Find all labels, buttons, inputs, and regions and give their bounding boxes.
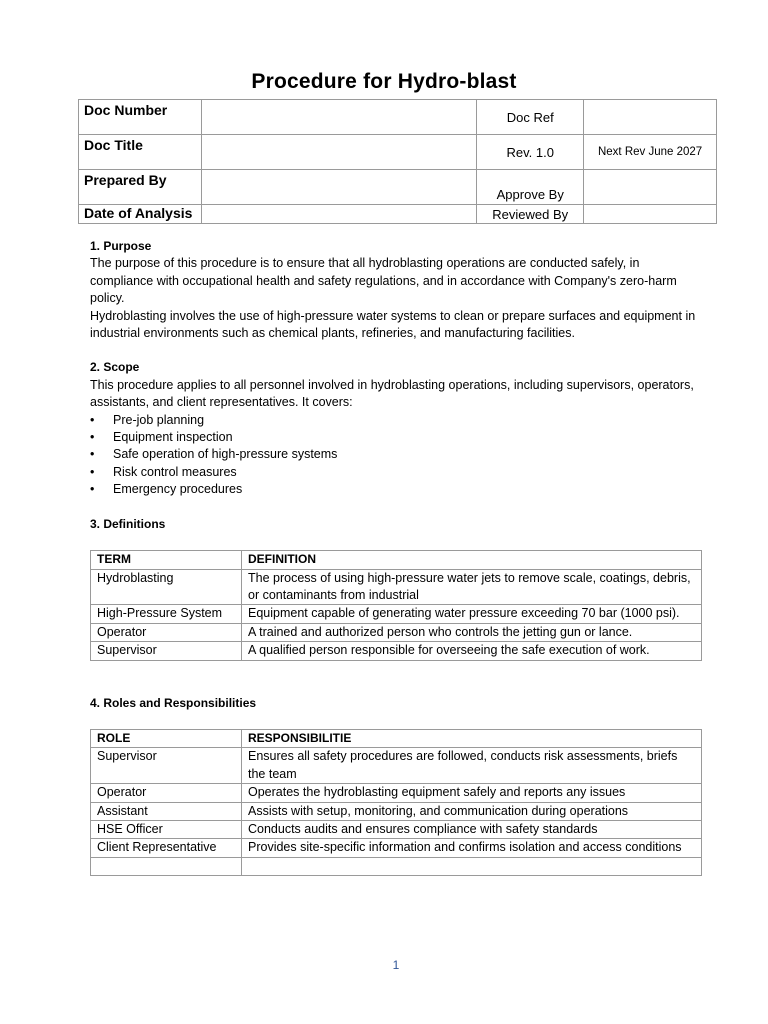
- table-header-row: [91, 729, 702, 747]
- term-cell: Operator: [91, 623, 242, 641]
- definition-cell: Equipment capable of generating water pressure exceeding 70 bar (1000 psi).: [242, 605, 702, 623]
- doc-ref-value[interactable]: [584, 100, 717, 135]
- table-row: [91, 569, 702, 605]
- term-cell: Supervisor: [91, 642, 242, 660]
- responsibility-cell: Conducts audits and ensures compliance with safety standards: [242, 820, 702, 838]
- scope-list: [90, 412, 700, 499]
- role-cell: HSE Officer: [91, 820, 242, 838]
- definitions-heading: 3. Definitions: [90, 516, 166, 531]
- role-cell: Supervisor: [91, 748, 242, 784]
- list-item: • Emergency procedures: [90, 481, 700, 498]
- bullet: •: [90, 447, 95, 462]
- purpose-paragraph: The purpose of this procedure is to ensure that all hydroblasting operations are conducted safely, in compliance with occupational health and safety regulations, and in accordance with Company's zero-harm policy.: [90, 256, 677, 306]
- definition-cell: A trained and authorized person who controls the jetting gun or lance.: [242, 623, 702, 641]
- approve-by-label: Approve By: [477, 170, 584, 205]
- role-cell: [91, 857, 242, 875]
- purpose-paragraph: Hydroblasting involves the use of high-pressure water systems to clean or prepare surfaces and equipment in industrial environments such as chemical plants, refineries, and manufacturing facilities.: [90, 308, 696, 341]
- table-header-row: [91, 551, 702, 569]
- scope-heading: 2. Scope: [90, 360, 140, 375]
- reviewed-by-value[interactable]: [584, 205, 717, 224]
- list-item: • Pre-job planning: [90, 412, 700, 429]
- page-number: 1: [392, 958, 400, 972]
- table-row: [91, 820, 702, 838]
- role-cell: Client Representative: [91, 839, 242, 857]
- bullet: •: [90, 482, 95, 497]
- table-row: [91, 839, 702, 857]
- doc-title-value[interactable]: [201, 135, 476, 170]
- doc-number-label: Doc Number: [79, 100, 202, 135]
- term-cell: High-Pressure System: [91, 605, 242, 623]
- list-item: • Equipment inspection: [90, 429, 700, 446]
- responsibility-cell: Operates the hydroblasting equipment safely and reports any issues: [242, 784, 702, 802]
- roles-heading: 4. Roles and Responsibilities: [90, 695, 257, 710]
- term-cell: Hydroblasting: [91, 569, 242, 605]
- table-row: [91, 802, 702, 820]
- role-cell: Assistant: [91, 802, 242, 820]
- document-title: Procedure for Hydro-blast: [251, 70, 517, 93]
- definition-column-header: DEFINITION: [242, 551, 702, 569]
- role-cell: Operator: [91, 784, 242, 802]
- definition-cell: A qualified person responsible for overseeing the safe execution of work.: [242, 642, 702, 660]
- term-column-header: TERM: [91, 551, 242, 569]
- header-row: [79, 135, 717, 170]
- scope-intro: This procedure applies to all personnel involved in hydroblasting operations, including supervisors, operators, assistants, and client representatives. It covers:: [90, 377, 694, 410]
- responsibility-cell: Assists with setup, monitoring, and communication during operations: [242, 802, 702, 820]
- roles-table: [90, 729, 702, 876]
- responsibility-column-header: RESPONSIBILITIE: [242, 729, 702, 747]
- list-item: • Risk control measures: [90, 464, 700, 481]
- list-item: • Safe operation of high-pressure systems: [90, 446, 700, 463]
- document-body: [90, 238, 700, 876]
- header-row: [79, 170, 717, 205]
- purpose-heading: 1. Purpose: [90, 239, 152, 253]
- next-revision: Next Rev June 2027: [584, 135, 717, 170]
- document-header-table: [78, 99, 717, 224]
- prepared-by-label: Prepared By: [79, 170, 202, 205]
- bullet: •: [90, 464, 95, 479]
- responsibility-cell: Provides site-specific information and confirms isolation and access conditions: [242, 839, 702, 857]
- definition-cell: The process of using high-pressure water jets to remove scale, coatings, debris, or contaminants from industrial: [242, 569, 702, 605]
- role-column-header: ROLE: [91, 729, 242, 747]
- table-row: [91, 748, 702, 784]
- revision-label: Rev. 1.0: [477, 135, 584, 170]
- bullet: •: [90, 430, 95, 445]
- responsibility-cell: Ensures all safety procedures are followed, conducts risk assessments, briefs the team: [242, 748, 702, 784]
- table-row: [91, 642, 702, 660]
- table-row: [91, 605, 702, 623]
- date-of-analysis-value[interactable]: [201, 205, 476, 224]
- definitions-table: [90, 550, 702, 660]
- doc-ref-label: Doc Ref: [477, 100, 584, 135]
- bullet: •: [90, 412, 95, 427]
- responsibility-cell: [242, 857, 702, 875]
- table-row: [91, 623, 702, 641]
- approve-by-value[interactable]: [584, 170, 717, 205]
- table-row: [91, 857, 702, 875]
- table-row: [91, 784, 702, 802]
- reviewed-by-label: Reviewed By: [477, 205, 584, 224]
- header-row: [79, 205, 717, 224]
- doc-title-label: Doc Title: [79, 135, 202, 170]
- header-row: [79, 100, 717, 135]
- prepared-by-value[interactable]: [201, 170, 476, 205]
- doc-number-value[interactable]: [201, 100, 476, 135]
- date-of-analysis-label: Date of Analysis: [79, 205, 202, 224]
